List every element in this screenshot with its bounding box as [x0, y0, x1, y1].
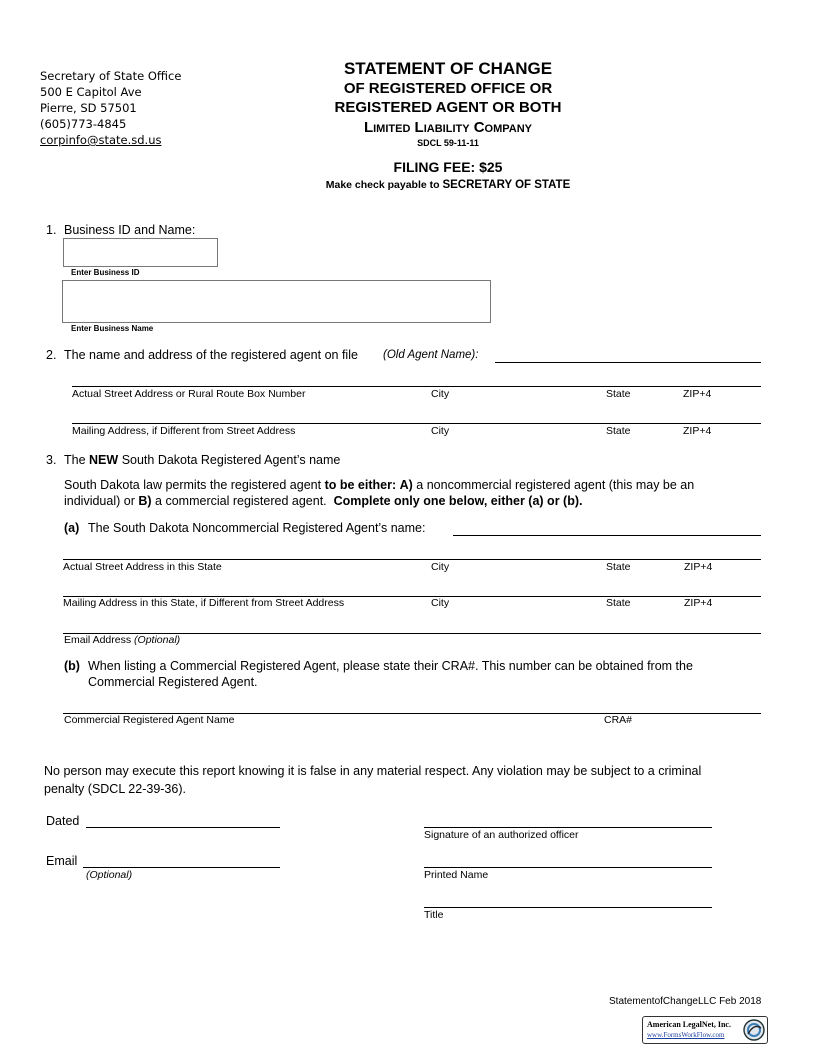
- section-3-label: [64, 453, 340, 467]
- office-city: Pierre, SD 57501: [40, 101, 137, 115]
- new-email-caption: [64, 634, 180, 646]
- old-mailing-caption: Mailing Address, if Different from Street Address: [72, 425, 296, 437]
- new-mailing-city-caption: City: [431, 597, 450, 609]
- law-text-1: South Dakota law permits the registered agent: [64, 478, 322, 492]
- email-line[interactable]: [83, 867, 280, 868]
- penalty-line-1: No person may execute this report knowing it is false in any material respect. Any violation may be subject to a criminal: [44, 764, 702, 778]
- law-bold-2: A): [399, 478, 413, 492]
- old-mailing-city-caption: City: [431, 425, 450, 437]
- payable-to: SECRETARY OF STATE: [442, 179, 571, 191]
- section-2-label: The name and address of the registered agent on file: [64, 348, 358, 362]
- section-3-label-post: South Dakota Registered Agent’s name: [121, 453, 341, 467]
- cra-name-caption: Commercial Registered Agent Name: [64, 714, 235, 726]
- title-caption: Title: [424, 909, 444, 921]
- filing-fee: FILING FEE: $25: [393, 159, 503, 175]
- form-subtitle-1: OF REGISTERED OFFICE OR: [343, 80, 553, 97]
- office-email-link[interactable]: corpinfo@state.sd.us: [40, 133, 162, 147]
- form-id: StatementofChangeLLC Feb 2018: [609, 996, 762, 1007]
- old-street-city-caption: City: [431, 388, 450, 400]
- section-2-number: 2.: [46, 348, 57, 362]
- form-subtitle-3: Limited Liability Company: [363, 119, 533, 136]
- option-a-label: The South Dakota Noncommercial Registered Agent’s name:: [88, 521, 426, 535]
- office-name: Secretary of State Office: [40, 69, 182, 83]
- law-bold-1: to be either:: [324, 478, 397, 492]
- section-3-label-pre: The: [64, 453, 86, 467]
- new-email-optional: (Optional): [134, 634, 181, 646]
- office-phone: (605)773-4845: [40, 117, 127, 131]
- law-paragraph: [64, 478, 764, 509]
- american-legalnet-logo[interactable]: [642, 1016, 768, 1044]
- logo-globe-icon: [743, 1019, 765, 1041]
- statute-ref: SDCL 59-11-11: [417, 138, 479, 148]
- business-name-input[interactable]: [62, 280, 491, 323]
- option-a-tag: (a): [64, 521, 80, 535]
- new-email-label: Email Address: [64, 634, 132, 646]
- old-street-line[interactable]: [72, 386, 761, 387]
- option-b-line-2: Commercial Registered Agent.: [88, 674, 258, 689]
- payable-prefix: Make check payable to: [325, 179, 440, 191]
- cra-number-caption: CRA#: [604, 714, 633, 726]
- option-b-line-1: When listing a Commercial Registered Agent, please state their CRA#. This number can be obtained from the: [88, 659, 693, 673]
- penalty-line-2: penalty (SDCL 22-39-36).: [44, 781, 186, 796]
- option-b-tag: (b): [64, 659, 80, 673]
- section-3-label-new: NEW: [89, 453, 119, 467]
- logo-url: www.FormsWorkFlow.com: [647, 1031, 725, 1039]
- old-mailing-line[interactable]: [72, 423, 761, 424]
- email-optional: (Optional): [86, 869, 133, 881]
- printed-name-line[interactable]: [424, 867, 712, 868]
- old-street-caption: Actual Street Address or Rural Route Box Number: [72, 388, 306, 400]
- business-name-caption: Enter Business Name: [71, 324, 154, 333]
- logo-company-name: American LegalNet, Inc.: [647, 1020, 731, 1029]
- section-1-number: 1.: [46, 223, 57, 237]
- section-3-number: 3.: [46, 453, 57, 467]
- new-mailing-state-caption: State: [606, 597, 631, 609]
- office-address: [40, 68, 181, 148]
- old-mailing-state-caption: State: [606, 425, 631, 437]
- new-street-line[interactable]: [63, 559, 761, 560]
- business-id-input[interactable]: [63, 238, 218, 267]
- new-mailing-zip-caption: ZIP+4: [684, 597, 713, 609]
- old-agent-label: (Old Agent Name):: [383, 349, 479, 361]
- signature-caption: Signature of an authorized officer: [424, 829, 579, 841]
- payable-note: [300, 179, 596, 191]
- signature-line[interactable]: [424, 827, 712, 828]
- title-line[interactable]: [424, 907, 712, 908]
- new-mailing-caption: Mailing Address in this State, if Different from Street Address: [63, 597, 345, 609]
- law-text-2: a noncommercial registered agent (this may be an: [416, 478, 695, 492]
- office-street: 500 E Capitol Ave: [40, 85, 142, 99]
- dated-line[interactable]: [86, 827, 280, 828]
- new-street-caption: Actual Street Address in this State: [63, 561, 222, 573]
- email-label: Email: [46, 854, 78, 868]
- old-street-zip-caption: ZIP+4: [683, 388, 712, 400]
- business-id-caption: Enter Business ID: [71, 268, 140, 277]
- old-agent-name-line[interactable]: [495, 362, 761, 363]
- option-b-text: [88, 659, 768, 690]
- law-bold-3: B): [138, 493, 152, 508]
- new-street-state-caption: State: [606, 561, 631, 573]
- section-1-label: Business ID and Name:: [64, 223, 196, 237]
- printed-name-caption: Printed Name: [424, 869, 489, 881]
- law-bold-4: Complete only one below, either (a) or (b).: [333, 493, 583, 508]
- old-mailing-zip-caption: ZIP+4: [683, 425, 712, 437]
- new-agent-name-line[interactable]: [453, 535, 761, 536]
- dated-label: Dated: [46, 814, 80, 828]
- law-text-4: a commercial registered agent.: [155, 493, 327, 508]
- law-text-3: individual) or: [64, 493, 135, 508]
- penalty-warning: [44, 763, 774, 798]
- new-street-city-caption: City: [431, 561, 450, 573]
- old-street-state-caption: State: [606, 388, 631, 400]
- form-title: STATEMENT OF CHANGE: [343, 59, 553, 78]
- new-street-zip-caption: ZIP+4: [684, 561, 713, 573]
- form-subtitle-2: REGISTERED AGENT OR BOTH: [334, 99, 562, 116]
